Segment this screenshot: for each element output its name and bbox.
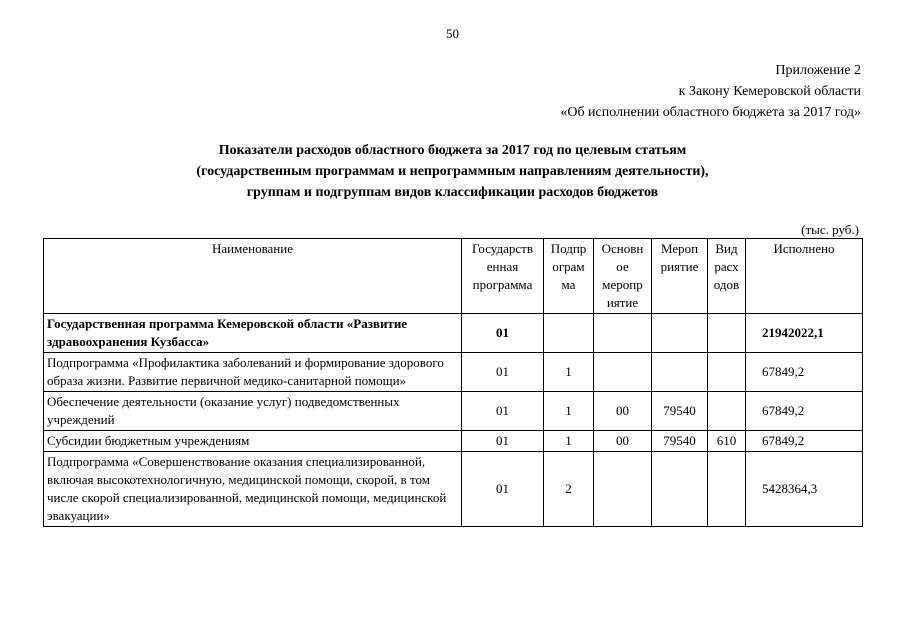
cell-name: Субсидии бюджетным учреждениям (44, 431, 462, 452)
title-line-3: группам и подгруппам видов классификации расходов бюджетов (246, 185, 659, 200)
cell-program: 01 (462, 392, 544, 431)
cell-program: 01 (462, 452, 544, 527)
cell-name: Подпрограмма «Профилактика заболеваний и формирование здорового образа жизни. Развитие первичной медико-санитарной помощи» (44, 353, 462, 392)
cell-expense-type (708, 314, 746, 353)
appendix-line-3: «Об исполнении областного бюджета за 2017 год» (560, 105, 861, 120)
cell-main-activity: 00 (594, 392, 652, 431)
cell-subprogram: 1 (544, 392, 594, 431)
cell-subprogram (544, 314, 594, 353)
table-header-row (44, 239, 863, 314)
header-main-activity: Основн ое меропр иятие (594, 239, 652, 314)
cell-expense-type (708, 353, 746, 392)
cell-subprogram: 1 (544, 353, 594, 392)
table-row (44, 431, 863, 452)
cell-subprogram: 2 (544, 452, 594, 527)
cell-executed: 67849,2 (746, 353, 863, 392)
cell-executed: 5428364,3 (746, 452, 863, 527)
header-executed: Исполнено (746, 239, 863, 314)
cell-activity: 79540 (652, 431, 708, 452)
cell-activity (652, 353, 708, 392)
cell-expense-type: 610 (708, 431, 746, 452)
appendix-line-2: к Закону Кемеровской области (678, 84, 861, 99)
cell-program: 01 (462, 314, 544, 353)
cell-main-activity (594, 452, 652, 527)
title-line-2: (государственным программам и непрограммным направлениям деятельности), (196, 164, 709, 179)
page-number: 50 (446, 26, 459, 41)
document-title (0, 140, 905, 203)
cell-activity (652, 452, 708, 527)
budget-table (43, 238, 863, 527)
header-expense-type: Вид расх одов (708, 239, 746, 314)
header-name: Наименование (44, 239, 462, 314)
cell-executed: 21942022,1 (746, 314, 863, 353)
cell-activity (652, 314, 708, 353)
table-row (44, 314, 863, 353)
cell-subprogram: 1 (544, 431, 594, 452)
header-subprogram: Подпр ограм ма (544, 239, 594, 314)
cell-name: Государственная программа Кемеровской области «Развитие здравоохранения Кузбасса» (44, 314, 462, 353)
unit-label: (тыс. руб.) (801, 222, 859, 237)
header-activity: Мероп риятие (652, 239, 708, 314)
cell-program: 01 (462, 431, 544, 452)
cell-executed: 67849,2 (746, 392, 863, 431)
cell-main-activity: 00 (594, 431, 652, 452)
table-row (44, 353, 863, 392)
cell-name: Обеспечение деятельности (оказание услуг) подведомственных учреждений (44, 392, 462, 431)
cell-activity: 79540 (652, 392, 708, 431)
cell-main-activity (594, 353, 652, 392)
cell-executed: 67849,2 (746, 431, 863, 452)
cell-main-activity (594, 314, 652, 353)
cell-expense-type (708, 392, 746, 431)
cell-expense-type (708, 452, 746, 527)
appendix-line-1: Приложение 2 (775, 63, 861, 78)
table-row (44, 452, 863, 527)
appendix-block (560, 60, 861, 123)
cell-program: 01 (462, 353, 544, 392)
title-line-1: Показатели расходов областного бюджета за 2017 год по целевым статьям (218, 143, 687, 158)
cell-name: Подпрограмма «Совершенствование оказания специализированной, включая высокотехнологичную, медицинской помощи, скорой, в том числе скорой специализированной, медицинской помощи, медицинской эвакуации» (44, 452, 462, 527)
header-program: Государств енная программа (462, 239, 544, 314)
table-row (44, 392, 863, 431)
